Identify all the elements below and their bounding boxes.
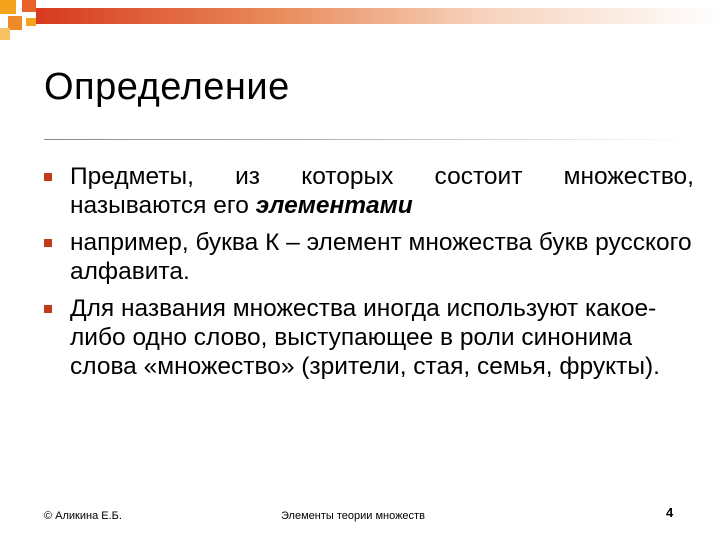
- bullet-text: [70, 162, 694, 220]
- deco-square-orange-1: [22, 0, 36, 12]
- bullet-item: [44, 162, 694, 220]
- square-bullet-icon: [44, 305, 52, 313]
- bullet-text: Для названия множества иногда используют какое-либо одно слово, выступающее в роли синонима слова «множество» (зрители, стая, семья, фрукты).: [70, 295, 660, 380]
- bullet-item: [44, 294, 694, 381]
- bullet-text: например, буква К – элемент множества букв русского алфавита.: [70, 229, 692, 285]
- bullet-text-emphasis: элементами: [255, 192, 413, 219]
- bullet-list: [44, 162, 694, 389]
- page-number: 4: [666, 505, 674, 520]
- title-divider: [44, 139, 694, 140]
- bullet-item: [44, 228, 694, 286]
- deco-square-yellow-2: [26, 18, 36, 26]
- deco-square-light-1: [0, 28, 10, 40]
- square-bullet-icon: [44, 173, 52, 181]
- footer-course-title: Элементы теории множеств: [281, 510, 425, 522]
- top-gradient-bar: [36, 8, 720, 24]
- square-bullet-icon: [44, 239, 52, 247]
- slide-title: Определение: [44, 66, 290, 108]
- bullet-text-plain: Предметы, из которых состоит множество, называются его: [70, 163, 694, 219]
- deco-square-orange-2: [8, 16, 22, 30]
- deco-square-yellow-1: [0, 0, 16, 14]
- footer-author: © Аликина Е.Б.: [44, 510, 122, 522]
